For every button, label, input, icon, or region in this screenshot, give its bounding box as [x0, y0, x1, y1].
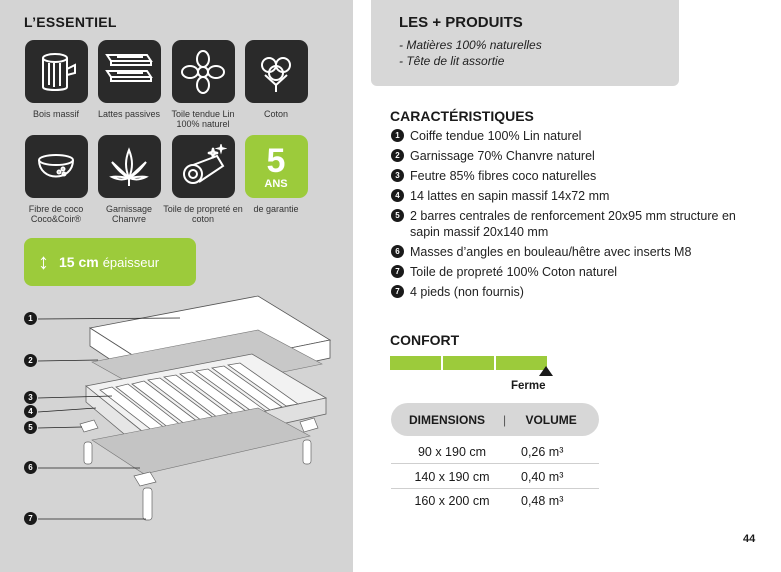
feature-caption: Garnissage Chanvre [105, 204, 153, 224]
feature-coton [236, 40, 316, 119]
warranty-years: 5 [266, 141, 286, 180]
warranty-badge [245, 135, 308, 198]
item-text: Masses d’angles en bouleau/hêtre avec inserts M8 [410, 245, 692, 259]
size-cell: 140 x 190 cm [414, 469, 490, 484]
left-panel [0, 0, 353, 572]
wooden-slats-icon [98, 40, 161, 103]
size-cell: 160 x 200 cm [414, 494, 490, 508]
diagram-callout-4: 4 [24, 405, 37, 418]
comfort-pointer-icon [539, 366, 553, 376]
thickness-label: épaisseur [102, 254, 160, 270]
characteristic-item [391, 188, 761, 204]
comfort-level-label: Ferme [511, 380, 546, 392]
corner-block [300, 418, 318, 432]
dimensions-header [391, 403, 599, 436]
thickness-value: 15 cm [59, 254, 99, 270]
item-number: 2 [391, 149, 404, 162]
feature-bois-massif [16, 40, 96, 119]
essentiel-heading: L’ESSENTIEL [24, 14, 117, 30]
plus-produits-box [371, 0, 679, 86]
header-separator: | [503, 412, 507, 427]
exploded-bed-diagram [0, 290, 353, 572]
size-cell: 90 x 190 cm [417, 444, 487, 459]
item-text: 2 barres centrales de renforcement 20x95 mm structure en sapin massif 20x140 mm [410, 209, 736, 239]
diagram-callout-1: 1 [24, 312, 37, 325]
plus-produits-title: LES + PRODUITS [399, 14, 523, 31]
dimensions-col-header: DIMENSIONS [408, 412, 485, 427]
item-number: 6 [391, 245, 404, 258]
table-row [391, 489, 599, 513]
item-text: 4 pieds (non fournis) [410, 285, 524, 299]
feature-lattes-passives [89, 40, 169, 119]
characteristic-item [391, 244, 761, 260]
thickness-badge [24, 238, 196, 286]
item-number: 5 [391, 209, 404, 222]
item-number: 4 [391, 189, 404, 202]
diagram-callout-6: 6 [24, 461, 37, 474]
characteristic-item [391, 168, 761, 184]
page-number: 44 [743, 533, 756, 545]
characteristic-item [391, 148, 761, 164]
item-number: 1 [391, 129, 404, 142]
item-number: 7 [391, 285, 404, 298]
feature-caption: Fibre de coco Coco&Coir® [28, 204, 84, 224]
vertical-arrows-icon: ↕ [38, 249, 49, 274]
diagram-callout-7: 7 [24, 512, 37, 525]
feature-garantie [236, 135, 316, 214]
corner-block [80, 420, 98, 432]
hemp-leaf-icon [98, 135, 161, 198]
volume-cell: 0,40 m³ [521, 469, 564, 484]
flower-icon [172, 40, 235, 103]
diagram-callout-5: 5 [24, 421, 37, 434]
table-row [391, 440, 599, 464]
rolled-fabric-icon [172, 135, 235, 198]
plus-produits-list [399, 37, 679, 69]
table-row [391, 465, 599, 489]
feature-caption: Lattes passives [97, 109, 161, 119]
wood-log-icon [25, 40, 88, 103]
diagram-callout-3: 3 [24, 391, 37, 404]
comfort-title: CONFORT [390, 332, 460, 348]
item-text: Garnissage 70% Chanvre naturel [410, 149, 595, 163]
item-number: 7 [391, 265, 404, 278]
feature-caption: Bois massif [32, 109, 79, 119]
feature-fibre-coco [16, 135, 96, 224]
feature-caption: Coton [263, 109, 289, 119]
characteristic-item [391, 264, 761, 280]
item-text: Toile de propreté 100% Coton naturel [410, 265, 618, 279]
comfort-scale-segment [443, 356, 494, 370]
feature-caption: Toile tendue Lin 100% naturel [171, 109, 235, 129]
feature-caption: de garantie [253, 204, 299, 214]
volume-col-header: VOLUME [525, 412, 577, 427]
feature-garnissage-chanvre [89, 135, 169, 224]
plus-item: - Matières 100% naturelles [399, 38, 542, 52]
comfort-scale-segment [390, 356, 441, 370]
feature-caption: Toile de propreté en coton [163, 204, 243, 224]
characteristic-item [391, 128, 761, 144]
characteristic-item [391, 208, 761, 240]
item-text: Coiffe tendue 100% Lin naturel [410, 129, 582, 143]
item-number: 3 [391, 169, 404, 182]
diagram-callout-2: 2 [24, 354, 37, 367]
plus-item: - Tête de lit assortie [399, 54, 505, 68]
characteristics-list [391, 128, 761, 304]
characteristic-item [391, 284, 761, 300]
characteristics-title: CARACTÉRISTIQUES [390, 108, 534, 124]
feature-toile-proprete [163, 135, 243, 224]
item-text: Feutre 85% fibres coco naturelles [410, 169, 597, 183]
volume-cell: 0,26 m³ [521, 444, 564, 459]
coconut-icon [25, 135, 88, 198]
warranty-unit: ANS [264, 177, 288, 190]
volume-cell: 0,48 m³ [521, 494, 564, 508]
item-text: 14 lattes en sapin massif 14x72 mm [410, 189, 610, 203]
feature-toile-lin [163, 40, 243, 129]
cotton-icon [245, 40, 308, 103]
